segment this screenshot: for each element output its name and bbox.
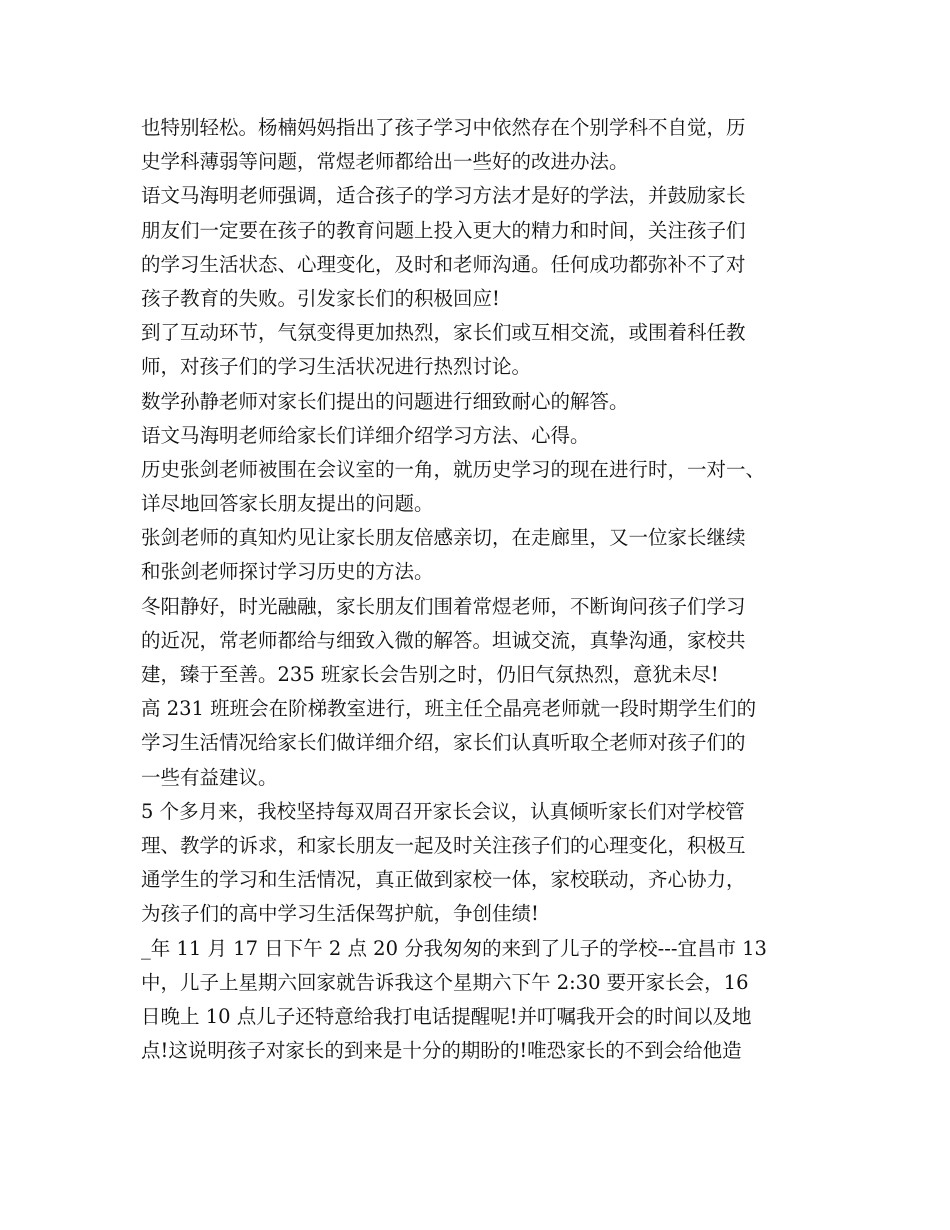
document-body — [141, 111, 831, 1068]
text-line-23: 通学生的学习和生活情况，真正做到家校一体，家校联动，齐心协力， — [141, 868, 746, 892]
text-line-24: 为孩子们的高中学习生活保驾护航，争创佳绩! — [141, 902, 539, 926]
text-line-27: 日晚上 10 点儿子还特意给我打电话提醒呢!并叮嘱我开会的时间以及地 — [141, 1004, 752, 1028]
text-line-1: 也特别轻松。杨楠妈妈指出了孩子学习中依然存在个别学科不自觉，历 — [141, 116, 746, 139]
text-line-14: 和张剑老师探讨学习历史的方法。 — [141, 560, 434, 584]
text-line-11: 历史张剑老师被围在会议室的一角，就历史学习的现在进行时，一对一、 — [141, 457, 766, 481]
text-line-22: 理、教学的诉求，和家长朋友一起及时关注孩子们的心理变化，积极互 — [141, 833, 746, 857]
text-line-9: 数学孙静老师对家长们提出的问题进行细致耐心的解答。 — [141, 389, 629, 413]
text-line-10: 语文马海明老师给家长们详细介绍学习方法、心得。 — [141, 423, 590, 447]
text-line-2: 史学科薄弱等问题，常煜老师都给出一些好的改进办法。 — [141, 150, 629, 174]
text-line-25: _年 11 月 17 日下午 2 点 20 分我匆匆的来到了儿子的学校---宜昌市 13 — [141, 936, 767, 960]
text-line-15: 冬阳静好，时光融融，家长朋友们围着常煜老师，不断询问孩子们学习 — [141, 594, 746, 618]
text-line-16: 的近况，常老师都给与细致入微的解答。坦诚交流，真挚沟通，家校共 — [141, 628, 746, 652]
text-line-19: 学习生活情况给家长们做详细介绍，家长们认真听取仝老师对孩子们的 — [141, 731, 746, 755]
text-line-28: 点!这说明孩子对家长的到来是十分的期盼的!唯恐家长的不到会给他造 — [141, 1039, 742, 1063]
text-line-6: 孩子教育的失败。引发家长们的积极回应! — [141, 286, 500, 310]
text-line-13: 张剑老师的真知灼见让家长朋友倍感亲切，在走廊里，又一位家长继续 — [141, 526, 746, 550]
text-line-26: 中，儿子上星期六回家就告诉我这个星期六下午 2:30 要开家长会，16 — [141, 970, 749, 994]
text-line-12: 详尽地回答家长朋友提出的问题。 — [141, 492, 434, 516]
text-line-7: 到了互动环节，气氛变得更加热烈，家长们或互相交流，或围着科任教 — [141, 321, 746, 345]
text-line-4: 朋友们一定要在孩子的教育问题上投入更大的精力和时间，关注孩子们 — [141, 218, 746, 242]
text-line-20: 一些有益建议。 — [141, 765, 278, 789]
text-line-8: 师，对孩子们的学习生活状况进行热烈讨论。 — [141, 355, 532, 379]
text-line-17: 建，臻于至善。235 班家长会告别之时，仍旧气氛热烈，意犹未尽! — [141, 663, 719, 686]
text-line-3: 语文马海明老师强调，适合孩子的学习方法才是好的学法，并鼓励家长 — [141, 184, 746, 208]
text-line-5: 的学习生活状态、心理变化，及时和老师沟通。任何成功都弥补不了对 — [141, 252, 746, 276]
text-line-18: 高 231 班班会在阶梯教室进行，班主任仝晶亮老师就一段时期学生们的 — [141, 697, 757, 721]
text-line-21: 5 个多月来，我校坚持每双周召开家长会议，认真倾听家长们对学校管 — [141, 799, 745, 823]
